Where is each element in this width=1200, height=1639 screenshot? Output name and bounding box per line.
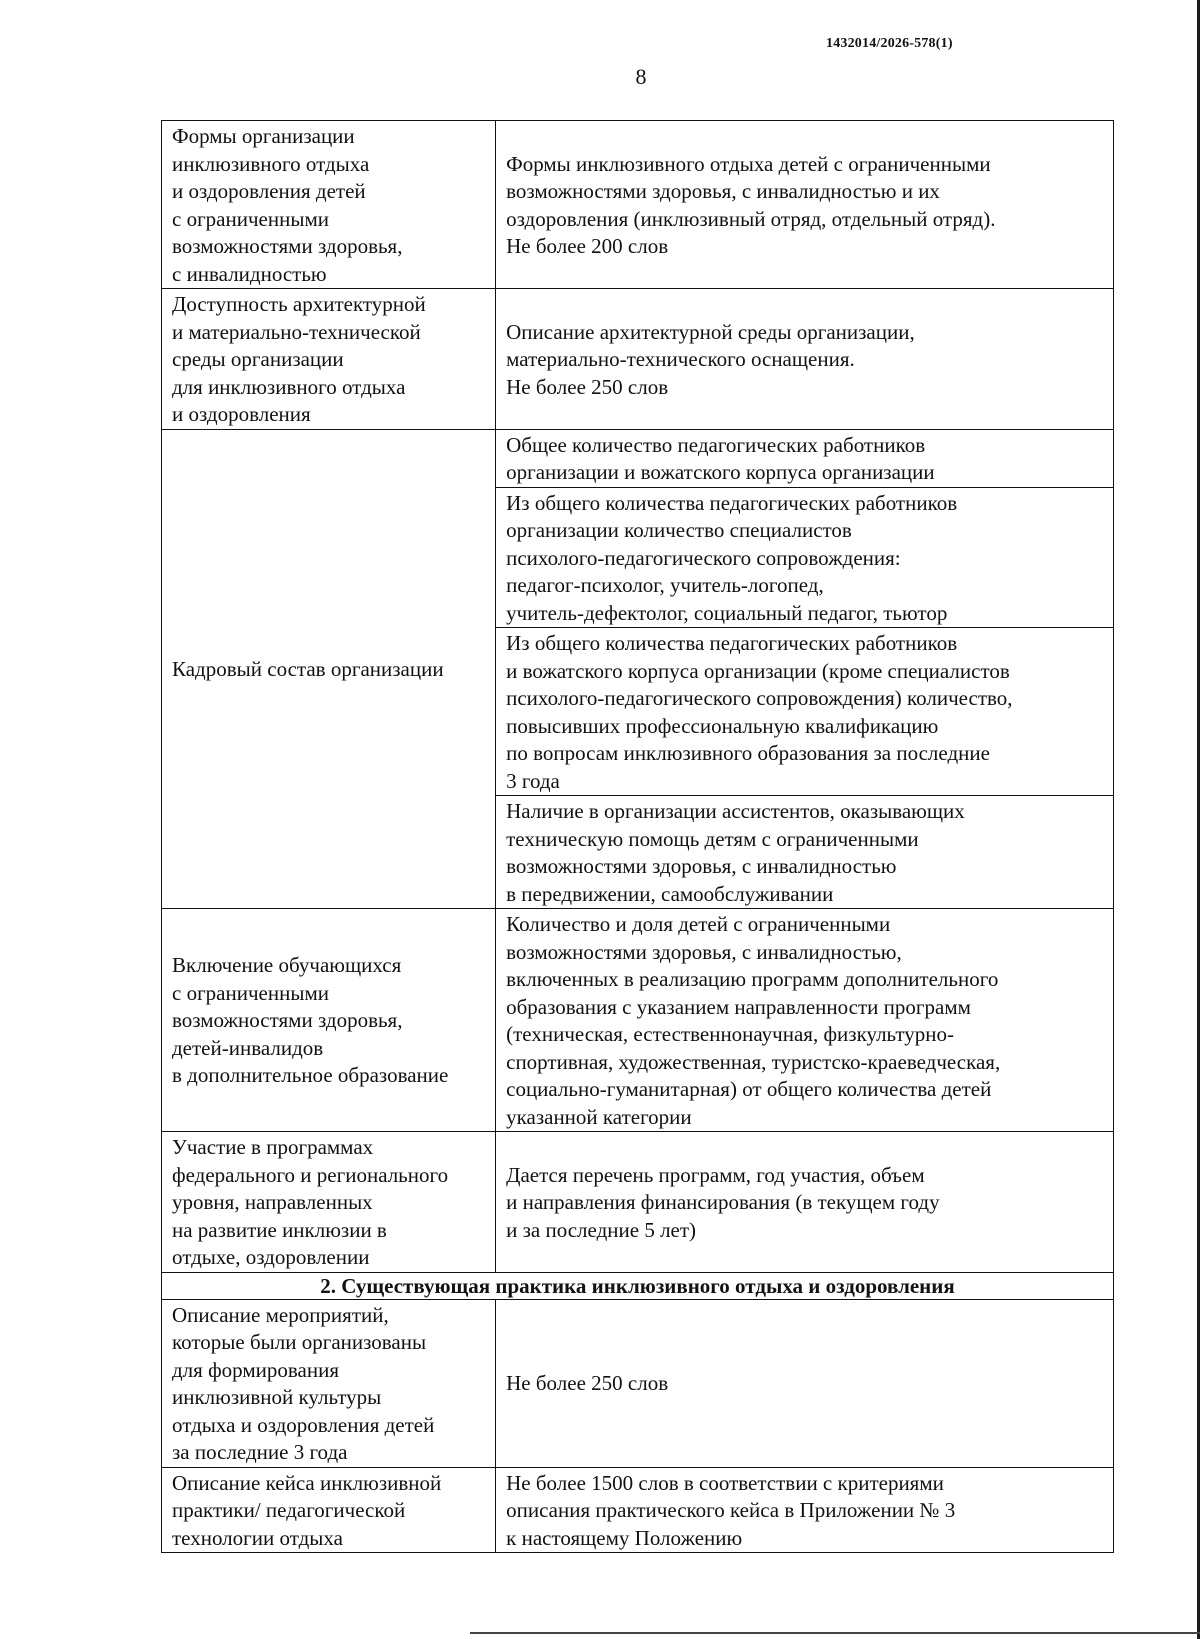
row-label: Описание кейса инклюзивной практики/ педагогической технологии отдыха xyxy=(162,1467,496,1553)
row-label: Включение обучающихся с ограниченными возможностями здоровья, детей-инвалидов в дополнительное образование xyxy=(162,909,496,1132)
staff-item: Из общего количества педагогических работников и вожатского корпуса организации (кроме специалистов психолого-педагогического сопровождения) количество, повысивших профессиональную квалификацию по вопросам инклюзивного образования за последние 3 года xyxy=(496,628,1114,796)
staff-item: Общее количество педагогических работников организации и вожатского корпуса организации xyxy=(496,429,1114,487)
table-row xyxy=(162,289,1114,430)
table-row xyxy=(162,121,1114,289)
page-number: 8 xyxy=(635,64,647,89)
staff-label: Кадровый состав организации xyxy=(162,429,496,909)
document-id: 1432014/2026-578(1) xyxy=(826,36,953,51)
table-row xyxy=(162,1467,1114,1553)
row-description: Формы инклюзивного отдыха детей с ограниченными возможностями здоровья, с инвалидностью и их оздоровления (инклюзивный отряд, отдельный отряд). Не более 200 слов xyxy=(496,121,1114,289)
row-label: Доступность архитектурной и материально-технической среды организации для инклюзивного отдыха и оздоровления xyxy=(162,289,496,430)
criteria-table xyxy=(161,120,1114,1553)
scan-bottom-edge xyxy=(470,1632,1200,1634)
section-heading-row xyxy=(162,1272,1114,1299)
table-row xyxy=(162,909,1114,1132)
row-description: Количество и доля детей с ограниченными возможностями здоровья, с инвалидностью, включенных в реализацию программ дополнительного образования с указанием направленности программ (техническая, естественнонаучная, физкультурно- спортивная, художественная, туристско-краеведческая, социально-гуманитарная) от общего количества детей указанной категории xyxy=(496,909,1114,1132)
row-label: Описание мероприятий, которые были организованы для формирования инклюзивной культуры отдыха и оздоровления детей за последние 3 года xyxy=(162,1299,496,1467)
table-row xyxy=(162,1132,1114,1273)
table-row xyxy=(162,429,1114,487)
row-description: Описание архитектурной среды организации, материально-технического оснащения. Не более 250 слов xyxy=(496,289,1114,430)
row-description: Дается перечень программ, год участия, объем и направления финансирования (в текущем году и за последние 5 лет) xyxy=(496,1132,1114,1273)
row-label: Участие в программах федерального и регионального уровня, направленных на развитие инклюзии в отдыхе, оздоровлении xyxy=(162,1132,496,1273)
staff-item: Наличие в организации ассистентов, оказывающих техническую помощь детям с ограниченными возможностями здоровья, с инвалидностью в передвижении, самообслуживании xyxy=(496,796,1114,909)
table-row xyxy=(162,1299,1114,1467)
row-label: Формы организации инклюзивного отдыха и оздоровления детей с ограниченными возможностями здоровья, с инвалидностью xyxy=(162,121,496,289)
section-2-title: 2. Существующая практика инклюзивного отдыха и оздоровления xyxy=(162,1272,1114,1299)
row-description: Не более 250 слов xyxy=(496,1299,1114,1467)
staff-item: Из общего количества педагогических работников организации количество специалистов психолого-педагогического сопровождения: педагог-психолог, учитель-логопед, учитель-дефектолог, социальный педагог, тьютор xyxy=(496,487,1114,628)
row-description: Не более 1500 слов в соответствии с критериями описания практического кейса в Приложении № 3 к настоящему Положению xyxy=(496,1467,1114,1553)
